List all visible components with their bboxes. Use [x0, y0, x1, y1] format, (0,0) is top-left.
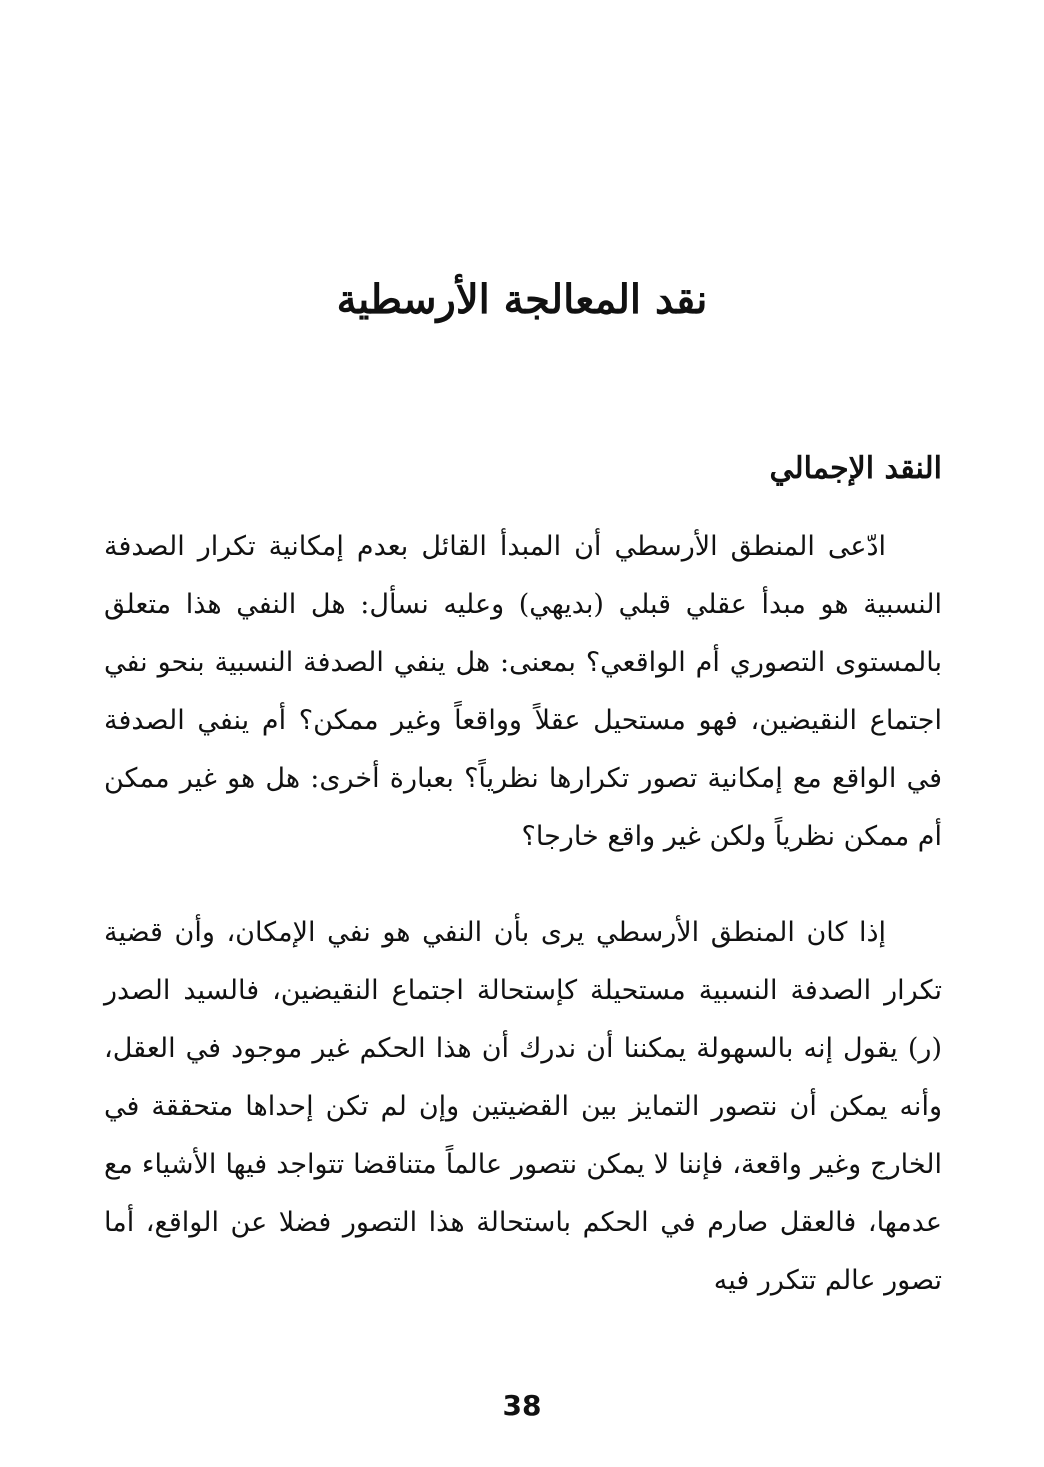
body-paragraph-2: إذا كان المنطق الأرسطي يرى بأن النفي هو نفي الإمكان، وأن قضية تكرار الصدفة النسبية مستحيلة كإستحالة اجتماع النقيضين، فالسيد الصدر (ر) يقول إنه بالسهولة يمكننا أن ندرك أن هذا الحكم غير موجود في العقل، وأنه يمكن أن نتصور التمايز بين القضيتين وإن لم تكن إحداها متحققة في الخارج وغير واقعة، فإننا لا يمكن نتصور عالماً متناقضا تتواجد فيها الأشياء مع عدمها، فالعقل صارم في الحكم باستحالة هذا التصور فضلا عن الواقع، أما تصور عالم تتكرر فيه	[104, 917, 942, 1296]
section-heading: النقد الإجمالي	[769, 451, 942, 486]
page-number: 38	[502, 1389, 542, 1422]
chapter-title: نقد المعالجة الأرسطية	[336, 276, 708, 323]
body-paragraph-1: ادّعى المنطق الأرسطي أن المبدأ القائل بعدم إمكانية تكرار الصدفة النسبية هو مبدأ عقلي قبلي (بديهي) وعليه نسأل: هل النفي هذا متعلق بالمستوى التصوري أم الواقعي؟ بمعنى: هل ينفي الصدفة النسبية بنحو نفي اجتماع النقيضين، فهو مستحيل عقلاً وواقعاً وغير ممكن؟ أم ينفي الصدفة في الواقع مع إمكانية تصور تكرارها نظرياً؟ بعبارة أخرى: هل هو غير ممكن أم ممكن نظرياً ولكن غير واقع خارجا؟	[104, 531, 942, 852]
